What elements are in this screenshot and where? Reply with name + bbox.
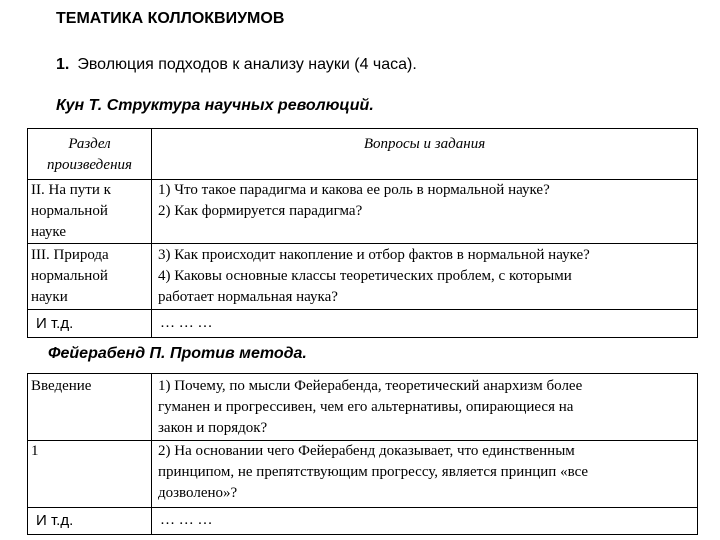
table-row-section: 1 [31, 443, 39, 459]
table-row-questions [158, 376, 582, 439]
section-text: Эволюция подходов к анализу науки (4 часа). [77, 56, 417, 73]
cell-line: 1) Почему, по мысли Фейерабенда, теоретический анархизм более [158, 378, 583, 394]
header-section [28, 134, 151, 176]
table-row-ellipsis: … … … [160, 512, 213, 528]
cell-line: работает нормальная наука? [158, 289, 338, 305]
cell-line: II. На пути к [31, 182, 111, 198]
table-row-etc: И т.д. [36, 315, 74, 332]
cell-line: III. Природа [31, 247, 109, 263]
cell-line: науке [31, 224, 66, 240]
cell-line: 4) Каковы основные классы теоретических проблем, с которыми [158, 268, 572, 284]
cell-line: 3) Как происходит накопление и отбор фактов в нормальной науке? [158, 247, 590, 263]
section-number: 1. [56, 56, 70, 73]
cell-line: нормальной [31, 203, 108, 219]
work-title-kuhn: Кун Т. Структура научных революций. [56, 97, 374, 114]
cell-line: нормальной [31, 268, 108, 284]
page-title: ТЕМАТИКА КОЛЛОКВИУМОВ [56, 10, 285, 27]
cell-line: закон и порядок? [158, 420, 268, 436]
cell-line: 2) Как формируется парадигма? [158, 203, 363, 219]
cell-line: 2) На основании чего Фейерабенд доказывает, что единственным [158, 443, 575, 459]
table-row-questions [158, 180, 550, 222]
table-row-questions [158, 245, 590, 308]
cell-line: принципом, не препятствующим прогрессу, является принцип «все [158, 464, 589, 480]
header-questions: Вопросы и задания [363, 136, 486, 152]
table-row-section [31, 245, 109, 308]
cell-line: дозволено»? [158, 485, 238, 501]
table-row-ellipsis: … … … [160, 315, 213, 331]
table-row-etc: И т.д. [36, 512, 74, 529]
table-row-section [31, 180, 111, 243]
work-title-feyerabend: Фейерабенд П. Против метода. [48, 345, 307, 362]
header-section-line: произведения [47, 157, 132, 173]
cell-line: гуманен и прогрессивен, чем его альтернативы, опирающиеся на [158, 399, 574, 415]
header-section-line: Раздел [68, 136, 111, 152]
table-row-section: Введение [31, 378, 92, 394]
section-heading [56, 56, 417, 74]
cell-line: 1) Что такое парадигма и какова ее роль в нормальной науке? [158, 182, 550, 198]
cell-line: науки [31, 289, 68, 305]
table-row-questions [158, 441, 588, 504]
